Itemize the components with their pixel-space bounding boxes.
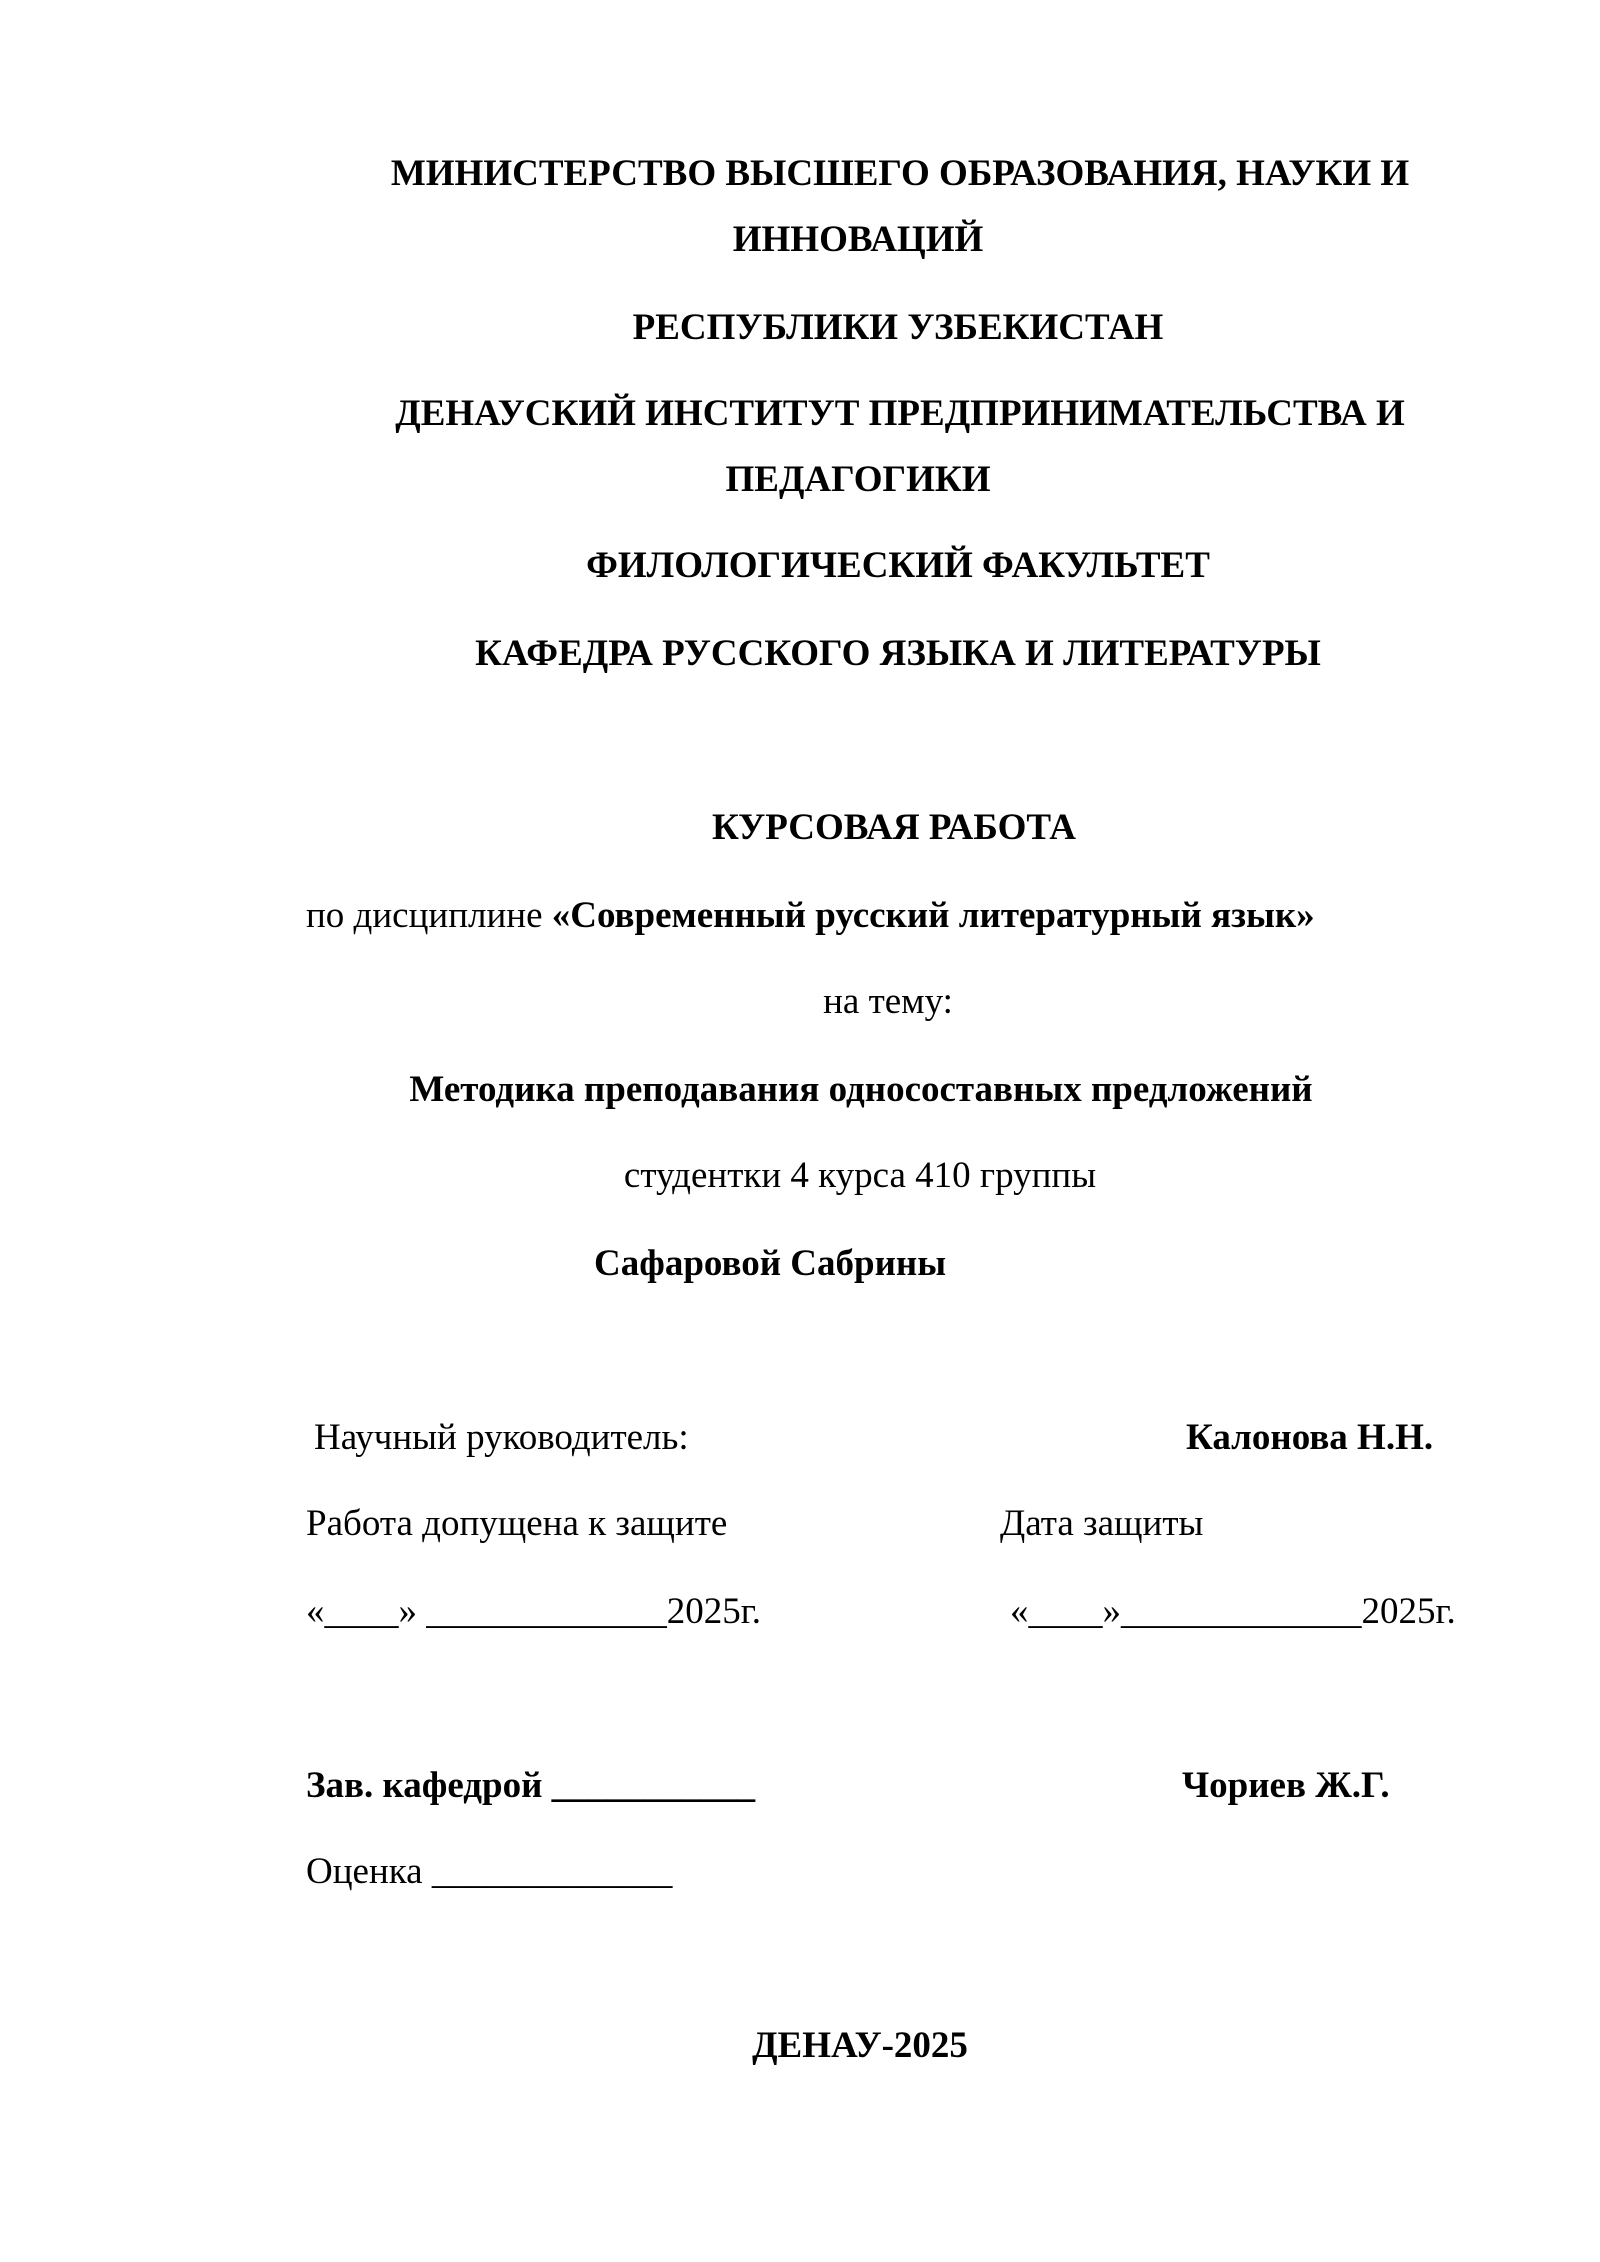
work-type-title: КУРСОВАЯ РАБОТА [712,807,1076,848]
head-of-department-name: Чориев Ж.Г. [1182,1765,1390,1806]
institute-heading-line2: ПЕДАГОГИКИ [725,459,991,500]
defense-date-label: Дата защиты [1000,1503,1204,1544]
defense-date-field: «____»_____________2025г. [1010,1591,1456,1632]
admitted-date-field: «____» _____________2025г. [306,1591,762,1632]
republic-heading: РЕСПУБЛИКИ УЗБЕКИСТАН [632,307,1164,348]
discipline-name: «Современный русский литературный язык» [551,895,1315,936]
grade-field: Оценка _____________ [306,1851,673,1892]
student-name: Сафаровой Сабрины [594,1243,947,1284]
topic-label: на тему: [823,981,953,1022]
ministry-heading-line2: ИННОВАЦИЙ [732,219,984,260]
topic-title: Методика преподавания односоставных предложений [409,1069,1313,1110]
ministry-heading-line1-text: МИНИСТЕРСТВО ВЫСШЕГО ОБРАЗОВАНИЯ, НАУКИ И [390,153,1410,194]
supervisor-label: Научный руководитель: [314,1417,689,1458]
city-year: ДЕНАУ-2025 [752,2025,968,2066]
admitted-to-defense-label: Работа допущена к защите [306,1503,728,1544]
student-course-group: студентки 4 курса 410 группы [623,1155,1097,1196]
faculty-heading: ФИЛОЛОГИЧЕСКИЙ ФАКУЛЬТЕТ [586,545,1210,586]
ministry-heading-line1 [0,152,1600,196]
discipline-prefix: по дисциплине [306,895,552,936]
supervisor-name: Калонова Н.Н. [1186,1417,1434,1458]
department-heading: КАФЕДРА РУССКОГО ЯЗЫКА И ЛИТЕРАТУРЫ [475,633,1321,674]
head-of-department-label: Зав. кафедрой ___________ [306,1765,756,1806]
discipline-line [306,894,1315,938]
institute-heading-line1: ДЕНАУСКИЙ ИНСТИТУТ ПРЕДПРИНИМАТЕЛЬСТВА И [395,393,1405,434]
